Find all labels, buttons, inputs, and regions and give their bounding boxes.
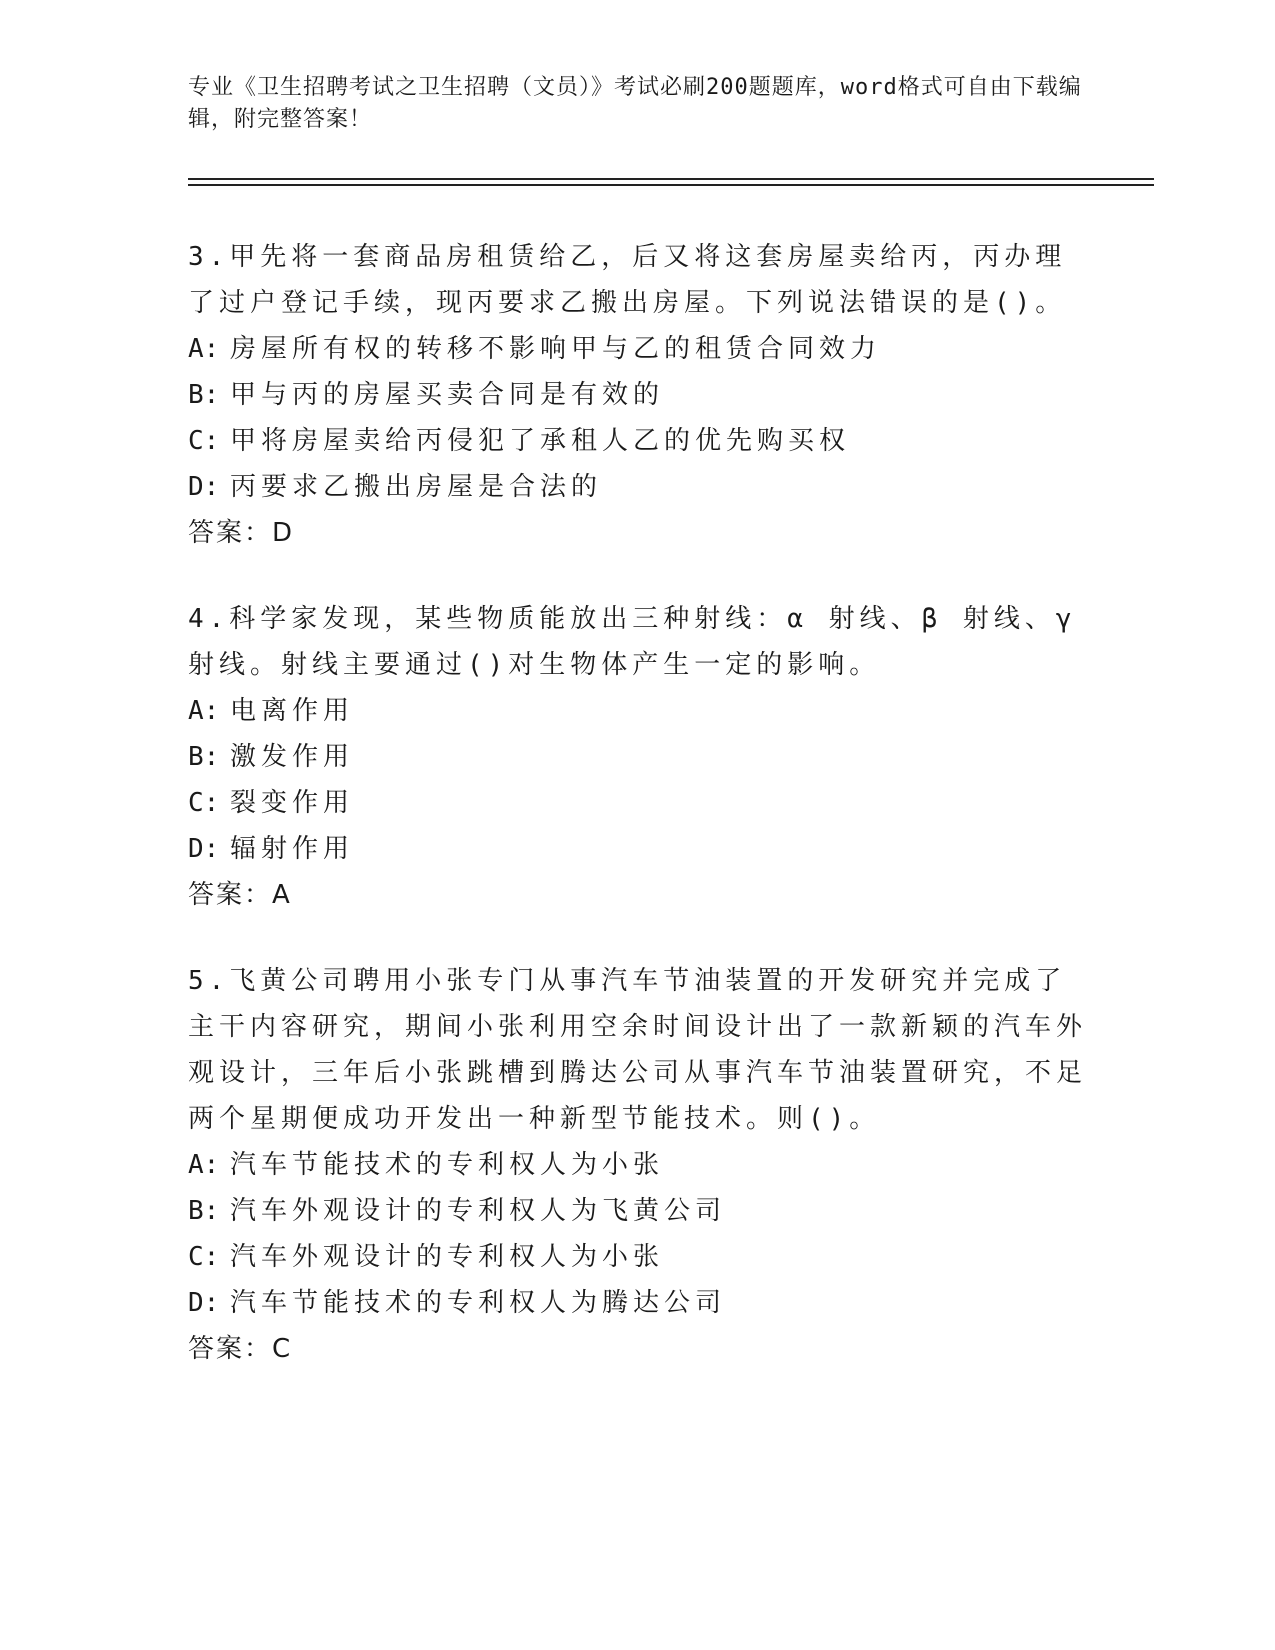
option-text: 辐射作用: [230, 834, 355, 864]
option-text: 丙要求乙搬出房屋是合法的: [230, 472, 603, 502]
option-text: 汽车外观设计的专利权人为飞黄公司: [230, 1196, 727, 1226]
option-a: [188, 688, 1088, 734]
option-text: 甲将房屋卖给丙侵犯了承租人乙的优先购买权: [230, 426, 851, 456]
option-a: [188, 1142, 1088, 1188]
question-4: [188, 596, 1088, 918]
option-key: C:: [188, 788, 220, 818]
option-c: [188, 780, 1088, 826]
option-text: 激发作用: [230, 742, 355, 772]
question-stem: 4.科学家发现，某些物质能放出三种射线：α 射线、β 射线、γ 射线。射线主要通过()对生物体产生一定的影响。: [188, 604, 1077, 680]
option-d: [188, 1280, 1088, 1326]
question-5: [188, 958, 1088, 1372]
option-key: D:: [188, 834, 220, 864]
header-divider-top: [188, 178, 1154, 180]
question-stem: 3.甲先将一套商品房租赁给乙，后又将这套房屋卖给丙，丙办理了过户登记手续，现丙要求乙搬出房屋。下列说法错误的是()。: [188, 242, 1067, 318]
question-3: [188, 234, 1088, 556]
option-text: 房屋所有权的转移不影响甲与乙的租赁合同效力: [230, 334, 882, 364]
option-key: D:: [188, 1288, 220, 1318]
option-a: [188, 326, 1088, 372]
option-text: 甲与丙的房屋买卖合同是有效的: [230, 380, 665, 410]
option-c: [188, 1234, 1088, 1280]
option-text: 汽车节能技术的专利权人为小张: [230, 1150, 665, 1180]
option-key: A:: [188, 1150, 220, 1180]
option-key: A:: [188, 334, 220, 364]
option-c: [188, 418, 1088, 464]
option-d: [188, 826, 1088, 872]
answer-line: 答案：A: [188, 880, 292, 910]
option-key: B:: [188, 742, 220, 772]
option-key: C:: [188, 1242, 220, 1272]
option-b: [188, 1188, 1088, 1234]
option-text: 汽车节能技术的专利权人为腾达公司: [230, 1288, 727, 1318]
option-key: C:: [188, 426, 220, 456]
question-stem: 5.飞黄公司聘用小张专门从事汽车节油装置的开发研究并完成了主干内容研究，期间小张利用空余时间设计出了一款新颖的汽车外观设计，三年后小张跳槽到腾达公司从事汽车节油装置研究，不足两个星期便成功开发出一种新型节能技术。则()。: [188, 966, 1088, 1134]
option-key: D:: [188, 472, 220, 502]
answer-line: 答案：C: [188, 1334, 293, 1364]
option-text: 电离作用: [230, 696, 355, 726]
option-key: B:: [188, 1196, 220, 1226]
header-divider-bottom: [188, 184, 1154, 186]
option-key: B:: [188, 380, 220, 410]
option-key: A:: [188, 696, 220, 726]
option-b: [188, 372, 1088, 418]
option-d: [188, 464, 1088, 510]
document-header: 专业《卫生招聘考试之卫生招聘（文员）》考试必刷200题题库，word格式可自由下载编辑，附完整答案！: [188, 75, 1082, 132]
option-text: 汽车外观设计的专利权人为小张: [230, 1242, 665, 1272]
answer-line: 答案：D: [188, 518, 295, 548]
option-text: 裂变作用: [230, 788, 355, 818]
option-b: [188, 734, 1088, 780]
